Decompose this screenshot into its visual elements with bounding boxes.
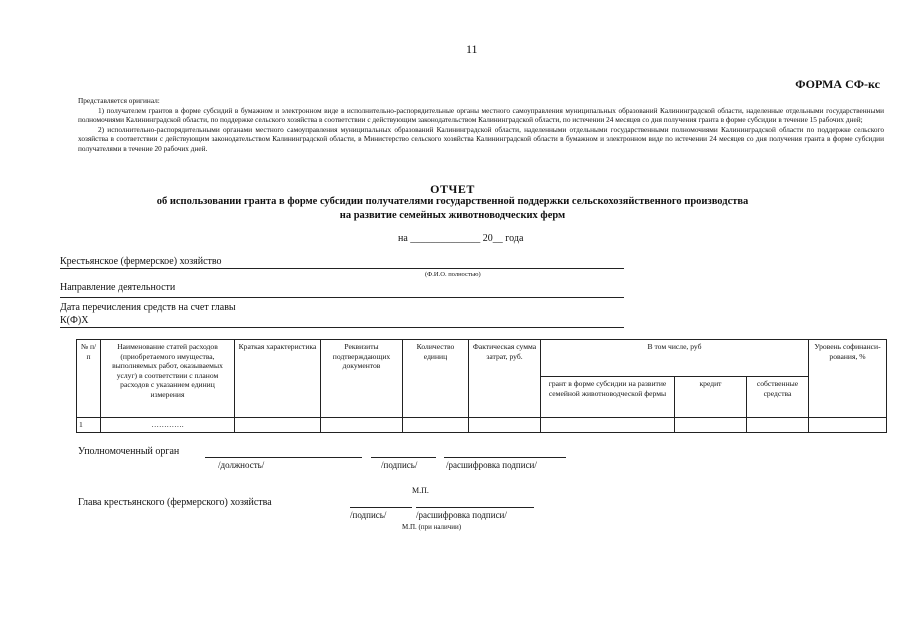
transfer-label-2: К(Ф)Х — [60, 315, 89, 326]
row-sum — [469, 418, 541, 433]
header-cofin: Уровень софинанси-рования, % — [809, 340, 887, 418]
authority-decode-line — [444, 457, 566, 458]
direction-label: Направление деятельности — [60, 282, 176, 293]
table-row — [77, 418, 887, 433]
header-sum: Фактическая сумма затрат, руб. — [469, 340, 541, 418]
sign-hint: /подпись/ — [381, 460, 418, 470]
stamp-place-optional: М.П. (при наличии) — [402, 523, 462, 531]
page-number: 11 — [466, 42, 478, 56]
farm-label: Крестьянское (фермерское) хозяйство — [60, 256, 222, 267]
head-sign-hint: /подпись/ — [350, 510, 387, 520]
row-own — [747, 418, 809, 433]
transfer-underline — [60, 327, 624, 328]
row-credit — [675, 418, 747, 433]
farm-underline — [60, 268, 624, 269]
header-docs: Реквизиты подтверждающих документов — [321, 340, 403, 418]
header-grant: грант в форме субсидии на развитие семейной животноводческой фермы — [541, 377, 675, 418]
row-desc — [235, 418, 321, 433]
row-grant — [541, 418, 675, 433]
report-subtitle-1: об использовании гранта в форме субсидии получателями государственной поддержки сельскохозяйственного производства — [156, 196, 749, 207]
header-qty: Количество единиц — [403, 340, 469, 418]
report-subtitle-2: на развитие семейных животноводческих ферм — [339, 210, 566, 221]
decode-hint: /расшифровка подписи/ — [446, 460, 537, 470]
head-decode-hint: /расшифровка подписи/ — [416, 510, 507, 520]
notes-intro: Представляется оригинал: — [78, 96, 160, 105]
report-table — [76, 339, 887, 433]
row-num: 1 — [77, 418, 101, 433]
header-items: Наименование статей расходов (приобретаемого имущества, выполняемых работ, оказываемых услуг) в соответствии с планом расходов с указанием единиц измерения — [101, 340, 235, 418]
transfer-label-1: Дата перечисления средств на счет главы — [60, 302, 236, 313]
report-period: на ______________ 20__ года — [398, 233, 524, 244]
authority-position-line — [205, 457, 362, 458]
row-docs — [321, 418, 403, 433]
header-desc: Краткая характеристика — [235, 340, 321, 418]
head-decode-line — [416, 507, 534, 508]
head-sign-line — [350, 507, 412, 508]
form-label: ФОРМА СФ-кс — [795, 77, 880, 91]
direction-underline — [60, 297, 624, 298]
head-label: Глава крестьянского (фермерского) хозяйства — [78, 497, 272, 508]
header-incl: В том числе, руб — [541, 340, 809, 377]
row-qty — [403, 418, 469, 433]
authority-sign-line — [371, 457, 436, 458]
farm-hint: (Ф.И.О. полностью) — [425, 271, 481, 278]
header-num: № п/п — [77, 340, 101, 418]
notes-item-1: 1) получателем грантов в форме субсидий в бумажном и электронном виде в исполнительно-распорядительные органы местного самоуправления муниципальных образований Калининградской области, наделенные отдельными государственными полномочиями Калининградской области, по поддержке сельского хозяйства в соответствии с действующим законодательством Калининградской области, по истечении 24 месяцев со дня получения гранта в форме субсидии в течение 15 рабочих дней; — [78, 105, 884, 125]
report-title: ОТЧЕТ — [430, 182, 475, 196]
authority-label: Уполномоченный орган — [78, 446, 180, 457]
row-cofin — [809, 418, 887, 433]
row-item: …………. — [101, 418, 235, 433]
submission-notes — [78, 96, 884, 154]
header-credit: кредит — [675, 377, 747, 418]
position-hint: /должность/ — [218, 460, 265, 470]
header-own: собственные средства — [747, 377, 809, 418]
notes-item-2: 2) исполнительно-распорядительными органами местного самоуправления муниципальных образований Калининградской области, наделенными отдельными государственными полномочиями Калининградской области по поддержке сельского хозяйства в соответствии с действующим законодательством Калининградской области, в Министерство сельского хозяйства Калининградской области в бумажном и электронном виде по истечении 24 месяцев со дня получения гранта в форме субсидии получателями в течение 20 рабочих дней. — [78, 124, 884, 153]
stamp-place: М.П. — [412, 486, 429, 495]
